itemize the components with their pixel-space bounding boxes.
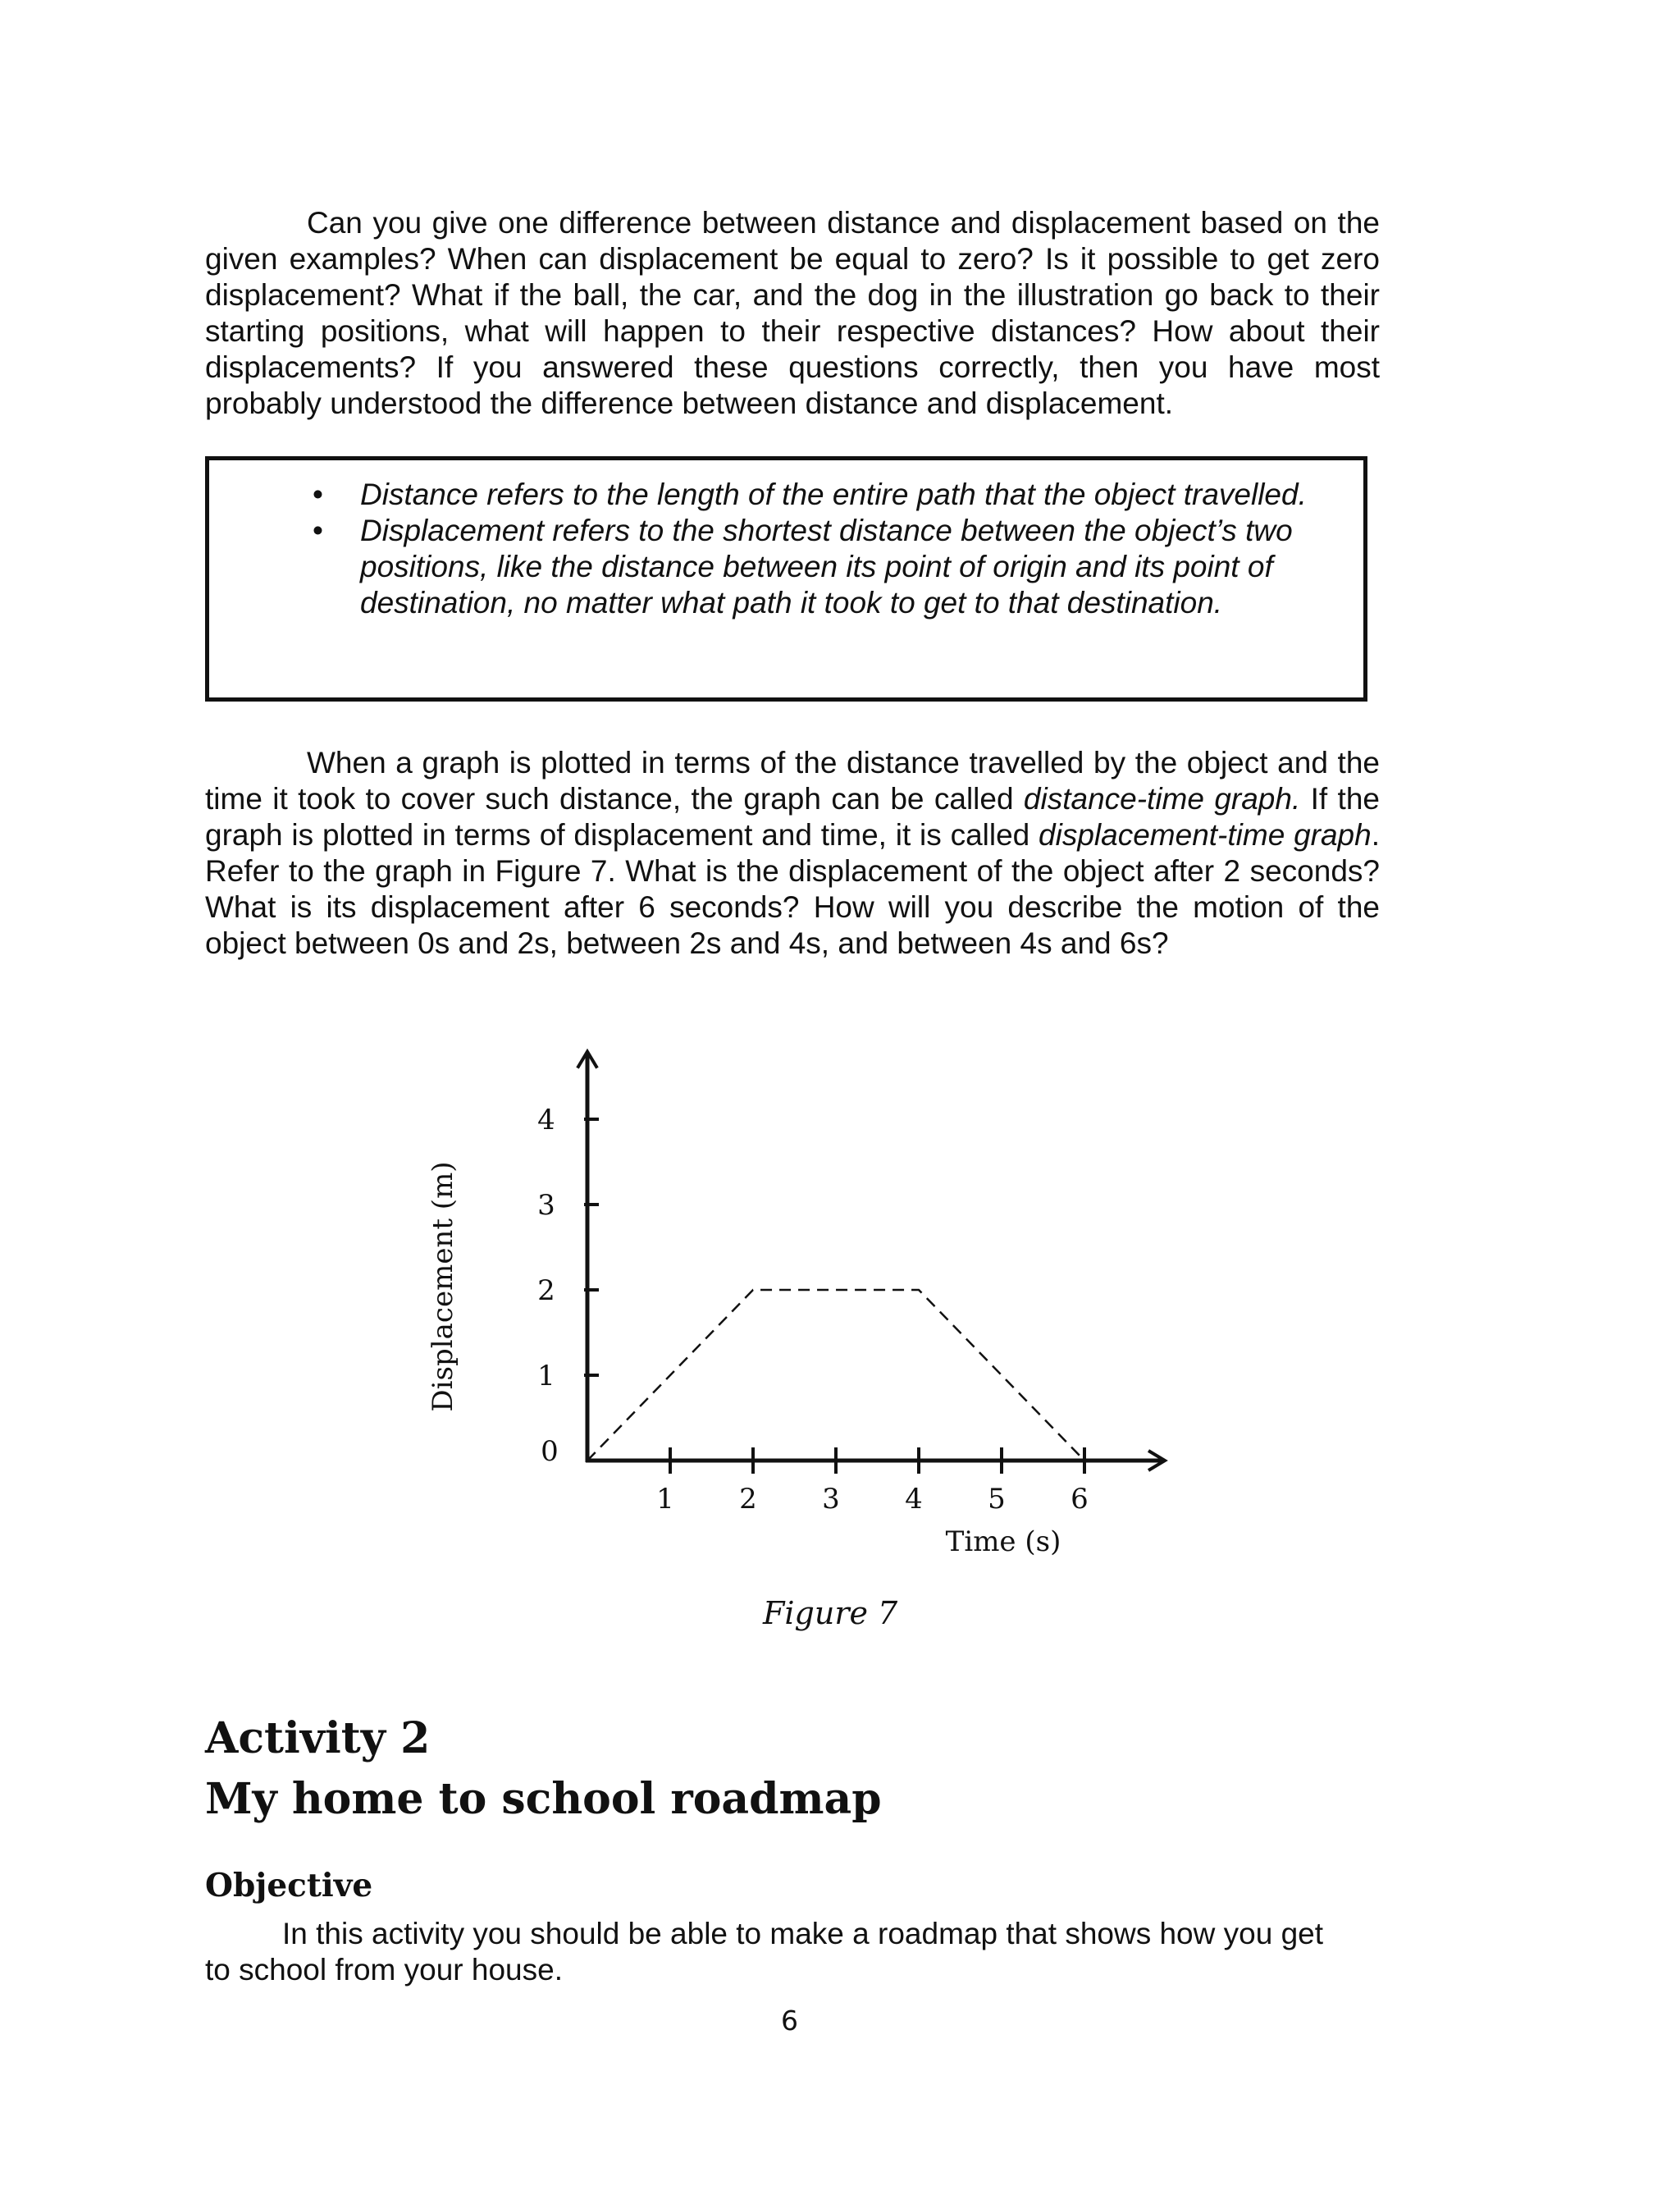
term-displacement-time-graph: displacement-time graph xyxy=(1039,818,1372,852)
graph-paragraph-part-3: . Refer to the graph in Figure 7. What is the displacement of the object after 2 seconds? What is its displacement after 6 seconds? How will you describe the motion of the object between 0s and 2s, between 2s and 4s, and between 4s and 6s? xyxy=(205,818,1380,960)
definition-text: Displacement refers to the shortest distance between the object’s two positions, like the distance between its point of origin and its point of destination, no matter what path it took to get to that destination. xyxy=(360,514,1293,620)
x-tick-label: 2 xyxy=(739,1483,757,1516)
term-distance-time-graph: distance-time graph. xyxy=(1023,782,1301,816)
intro-paragraph: Can you give one difference between distance and displacement based on the given examples? When can displacement be equal to zero? Is it possible to get zero displacement? What if the ball, the car, and the dog in the illustration go back to their starting positions, what will happen to their respective distances? How about their displacements? If you answered these questions correctly, then you have most probably understood the difference between distance and displacement. xyxy=(205,206,1380,420)
bullet-icon: • xyxy=(313,478,323,511)
objective-heading: Objective xyxy=(205,1867,373,1904)
y-tick-label: 3 xyxy=(537,1189,555,1222)
figure-caption: Figure 7 xyxy=(763,1595,898,1631)
y-tick-label: 4 xyxy=(537,1104,555,1136)
x-tick-label: 1 xyxy=(656,1483,674,1516)
origin-label: 0 xyxy=(541,1435,559,1468)
definition-text: Distance refers to the length of the entire path that the object travelled. xyxy=(360,478,1307,511)
y-tick-label: 2 xyxy=(537,1274,555,1307)
x-tick-label: 5 xyxy=(988,1483,1006,1516)
x-tick-label: 4 xyxy=(905,1483,923,1516)
activity-subtitle: My home to school roadmap xyxy=(205,1774,882,1824)
bullet-icon: • xyxy=(313,514,323,547)
x-tick-label: 3 xyxy=(822,1483,840,1516)
series-line-displacement xyxy=(587,1290,1084,1461)
objective-paragraph: In this activity you should be able to make a roadmap that shows how you get to school from your house. xyxy=(205,1917,1324,1987)
graph-paragraph-part-1: When a graph is plotted in terms of the distance travelled by the object and the time it took to cover such distance, the graph can be called xyxy=(205,746,1380,816)
x-tick-label: 6 xyxy=(1071,1483,1089,1516)
graph-paragraph-part-2: If the graph is plotted in terms of displacement and time, it is called xyxy=(205,782,1380,852)
y-axis-label: Displacement (m) xyxy=(427,1161,459,1412)
y-tick-label: 1 xyxy=(537,1360,555,1392)
x-axis-label: Time (s) xyxy=(945,1525,1061,1558)
page-number: 6 xyxy=(781,2005,798,2037)
activity-title: Activity 2 xyxy=(205,1713,431,1763)
